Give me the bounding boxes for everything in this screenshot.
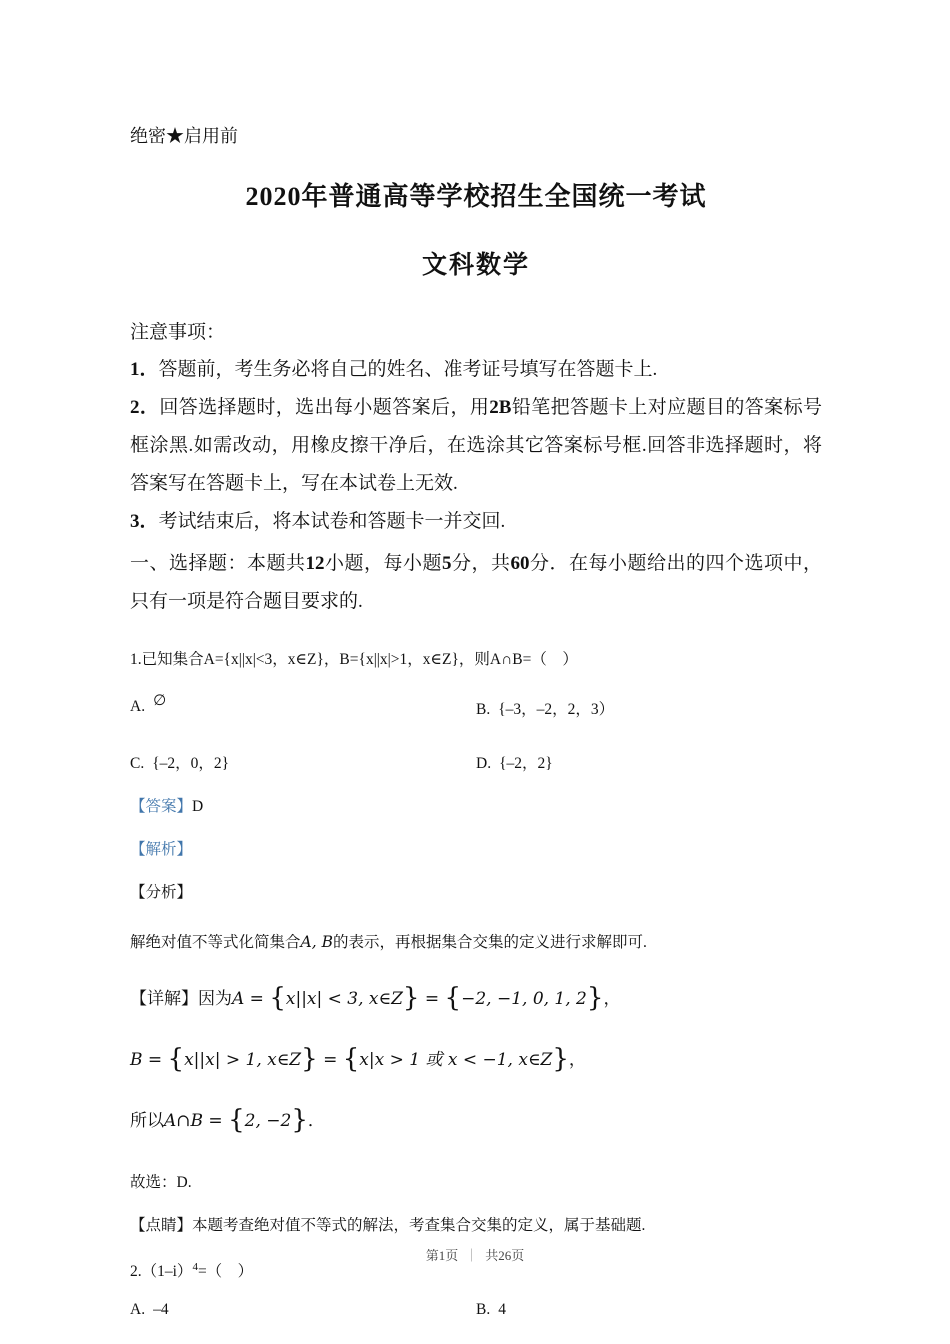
question-1-option-c bbox=[130, 751, 476, 773]
question-1-option-b bbox=[476, 697, 822, 719]
empty-set-symbol: ∅ bbox=[153, 693, 167, 709]
classification-label: 绝密★启用前 bbox=[130, 126, 238, 146]
fenxi-text-pre: 解绝对值不等式化简集合 bbox=[130, 934, 301, 951]
footer-total-pages: 共26页 bbox=[485, 1248, 525, 1263]
section-heading-points-total: 60 bbox=[510, 553, 530, 574]
question-2-stem-post: =（ ） bbox=[197, 1263, 254, 1280]
dianjing-text: 本题考查绝对值不等式的解法，考查集合交集的定义，属于基础题. bbox=[192, 1217, 646, 1234]
set-a-formula: A = {x||x| < 3, x∈Z} = {−2, −1, 0, 1, 2} bbox=[232, 983, 604, 1013]
option-a-label: A. bbox=[130, 698, 146, 715]
question-2-stem-pre: 2.（1–i） bbox=[130, 1263, 193, 1280]
fenxi-line bbox=[130, 880, 822, 902]
xiangjie-comma-1: ， bbox=[603, 989, 621, 1008]
intersection-formula: A∩B = {2, −2} bbox=[164, 1105, 308, 1135]
option-d-value: {–2，2} bbox=[499, 755, 553, 772]
question-2-exponent: 4 bbox=[192, 1260, 198, 1273]
question-2-option-a bbox=[130, 1301, 476, 1319]
section-heading-text-2: 小题，每小题 bbox=[324, 553, 442, 574]
answer-label: 【答案】 bbox=[130, 798, 193, 815]
suoyi-line bbox=[130, 1104, 822, 1138]
jiexi-label: 【解析】 bbox=[130, 841, 193, 858]
answer-value: D bbox=[192, 798, 204, 815]
q2-option-b-label: B. bbox=[476, 1301, 491, 1318]
dianjing-line bbox=[130, 1213, 822, 1235]
jiexi-line bbox=[130, 837, 822, 859]
option-c-value: {–2，0，2} bbox=[152, 755, 230, 772]
q2-option-b-value: 4 bbox=[498, 1301, 506, 1318]
xiangjie-label: 【详解】 bbox=[130, 989, 198, 1008]
q2-option-a-value: –4 bbox=[153, 1301, 169, 1318]
suoyi-pre: 所以 bbox=[130, 1111, 164, 1130]
note-1 bbox=[130, 351, 822, 389]
note-2-text-a: 回答选择题时，选出每小题答案后，用 bbox=[159, 397, 490, 418]
section-heading-text-1: 一、选择题：本题共 bbox=[130, 553, 306, 574]
question-1-stem: 1.已知集合A={x||x|<3，x∈Z}，B={x||x|>1，x∈Z}，则A∩B=（ ） bbox=[130, 651, 578, 668]
question-1-option-a bbox=[130, 693, 476, 719]
xiangjie-line-2 bbox=[130, 1043, 822, 1077]
note-2-bold-2b: 2B bbox=[489, 397, 512, 418]
question-2-option-b bbox=[476, 1301, 822, 1319]
section-heading-num-questions: 12 bbox=[305, 553, 325, 574]
option-c-label: C. bbox=[130, 755, 145, 772]
footer-page-number: 第1页 bbox=[425, 1248, 459, 1263]
notes-heading: 注意事项： bbox=[130, 322, 226, 343]
fenxi-label: 【分析】 bbox=[130, 884, 193, 901]
note-3 bbox=[130, 503, 822, 541]
page-footer bbox=[0, 1245, 950, 1264]
set-b-formula: B = {x||x| > 1, x∈Z} = {x|x > 1 或 x < −1, x∈Z} bbox=[130, 1044, 569, 1074]
note-1-number: 1． bbox=[130, 359, 159, 380]
section-heading-text-4: 分．在每小题给出的四个选项中，只有一项是符合题目要求的. bbox=[130, 553, 822, 612]
question-1-options-row-1 bbox=[130, 693, 822, 719]
note-2-number: 2． bbox=[130, 397, 160, 418]
section-1-heading bbox=[130, 545, 822, 621]
note-1-text: 答题前，考生务必将自己的姓名、准考证号填写在答题卡上. bbox=[158, 359, 658, 380]
option-d-label: D. bbox=[476, 755, 492, 772]
note-3-number: 3． bbox=[130, 511, 159, 532]
xiangjie-pre: 因为 bbox=[198, 989, 232, 1008]
q2-option-a-label: A. bbox=[130, 1301, 146, 1318]
footer-separator: ｜ bbox=[465, 1248, 479, 1263]
option-b-value: {–3，–2，2，3） bbox=[498, 701, 615, 718]
section-heading-points-each: 5 bbox=[441, 553, 452, 574]
xiangjie-line-1 bbox=[130, 982, 822, 1016]
fenxi-text-post: 的表示，再根据集合交集的定义进行求解即可. bbox=[332, 934, 647, 951]
question-2-options-row bbox=[130, 1301, 822, 1319]
suoyi-period: ． bbox=[307, 1111, 325, 1130]
fenxi-text-line bbox=[130, 930, 822, 952]
section-heading-text-3: 分，共 bbox=[451, 553, 511, 574]
question-1-option-d bbox=[476, 751, 822, 773]
option-b-label: B. bbox=[476, 701, 491, 718]
exam-subject: 文科数学 bbox=[421, 252, 530, 279]
note-2 bbox=[130, 389, 822, 503]
dianjing-label: 【点睛】 bbox=[130, 1217, 193, 1234]
question-1-options-row-2 bbox=[130, 751, 822, 773]
note-3-text: 考试结束后，将本试卷和答题卡一并交回. bbox=[158, 511, 506, 532]
note-2-text-b: 铅笔把答题卡上对应题目的答案标号框涂黑.如需改动，用橡皮擦干净后，在选涂其它答案标号框.回答非选择题时，将答案写在答题卡上，写在本试卷上无效. bbox=[130, 397, 822, 494]
exam-title: 2020年普通高等学校招生全国统一考试 bbox=[245, 182, 707, 211]
fenxi-math-vars: A, B bbox=[300, 933, 333, 951]
guxuan-line: 故选：D. bbox=[130, 1174, 192, 1191]
xiangjie-comma-2: ， bbox=[568, 1050, 586, 1069]
answer-line bbox=[130, 794, 822, 816]
